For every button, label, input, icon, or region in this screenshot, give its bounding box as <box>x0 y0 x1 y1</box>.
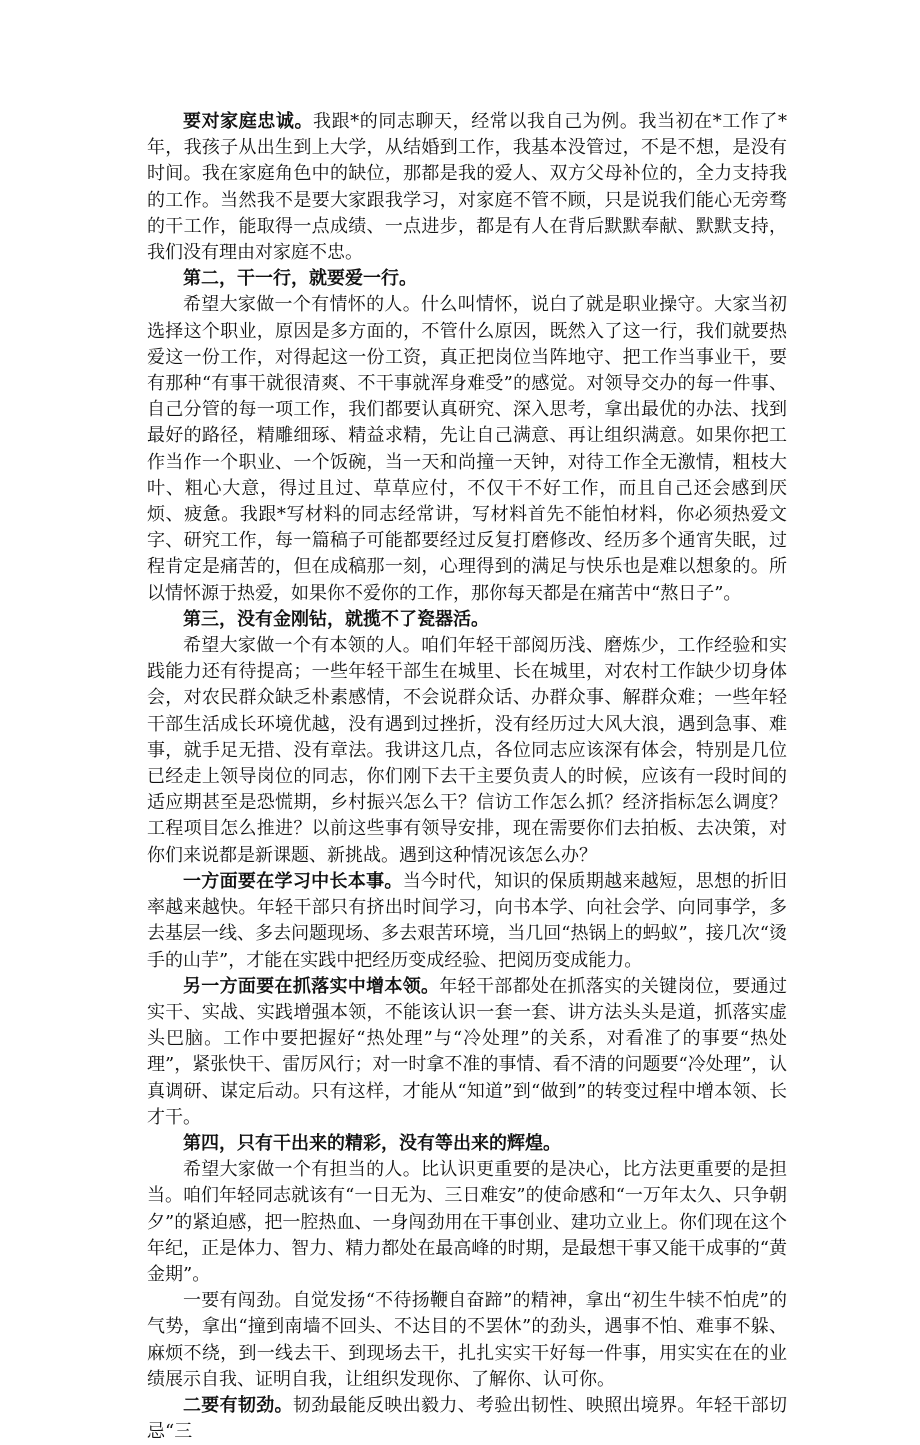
paragraph-text: 当今时代，知识的保质期越来越短，思想的折旧率越来越快。年轻干部只有挤出时间学习，向书本学、向社会学、向同事学，多去基层一线、多去问题现场、多去艰苦环境，当几回“热锅上的蚂蚁”，接几次“烫手的山芋”，才能在实践中把经历变成经验、把阅历变成能力。 <box>147 870 787 971</box>
paragraph-learning <box>147 869 787 974</box>
paragraph-text: 韧劲最能反映出毅力、考验出韧性、映照出境界。年轻干部切忌“三 <box>147 1394 787 1443</box>
paragraph-lead: 要对家庭忠诚。 <box>183 111 314 132</box>
paragraph-responsibility: 希望大家做一个有担当的人。比认识更重要的是决心，比方法更重要的是担当。咱们年轻同志就该有“一日无为、三日难安”的使命感和“一万年太久、只争朝夕”的紧迫感，把一腔热血、一身闯劲用在干事创业、建功立业上。你们现在这个年纪，正是体力、智力、精力都处在最高峰的时期，是最想干事又能干成事的“黄金期”。 <box>147 1159 787 1285</box>
paragraph-family-loyalty <box>147 109 787 266</box>
section-heading-3: 第三，没有金刚钻，就揽不了瓷器活。 <box>183 608 489 630</box>
paragraph-text: 年轻干部都处在抓落实的关键岗位，要通过实干、实战、实践增强本领，不能该认识一套一套、讲方法头头是道，抓落实虚头巴脑。工作中要把握好“热处理”与“冷处理”的关系，对看准了的事要“热处理”，紧张快干、雷厉风行；对一时拿不准的事情、看不清的问题要“冷处理”，认真调研、谋定后动。只有这样，才能从“知道”到“做到”的转变过程中增本领、长才干。 <box>147 975 787 1128</box>
paragraph-ability: 希望大家做一个有本领的人。咱们年轻干部阅历浅、磨炼少，工作经验和实践能力还有待提高；一些年轻干部生在城里、长在城里，对农村工作缺少切身体会，对农民群众缺乏朴素感情，不会说群众话、办群众事、解群众难；一些年轻干部生活成长环境优越，没有遇到过挫折，没有经历过大风大浪，遇到急事、难事，就手足无措、没有章法。我讲这几点，各位同志应该深有体会，特别是几位已经走上领导岗位的同志，你们刚下去干主要负责人的时候，应该有一段时间的适应期甚至是恐慌期，乡村振兴怎么干？信访工作怎么抓？经济指标怎么调度？工程项目怎么推进？以前这些事有领导安排，现在需要你们去拍板、去决策，对你们来说都是新课题、新挑战。遇到这种情况该怎么办？ <box>147 635 787 866</box>
paragraph-text: 我跟*的同志聊天，经常以我自己为例。我当初在*工作了*年，我孩子从出生到上大学，从结婚到工作，我基本没管过，不是不想，是没有时间。我在家庭角色中的缺位，那都是我的爱人、双方父母补位的，全力支持我的工作。当然我不是要大家跟我学习，对家庭不管不顾，只是说我们能心无旁骛的干工作，能取得一点成绩、一点进步，都是有人在背后默默奉献、默默支持，我们没有理由对家庭不忠。 <box>147 111 787 264</box>
paragraph-lead: 一方面要在学习中长本事。 <box>183 870 403 892</box>
section-heading-4: 第四，只有干出来的精彩，没有等出来的辉煌。 <box>183 1132 561 1154</box>
paragraph-lead: 另一方面要在抓落实中增本领。 <box>183 975 440 997</box>
paragraph-passion: 希望大家做一个有情怀的人。什么叫情怀，说白了就是职业操守。大家当初选择这个职业，原因是多方面的，不管什么原因，既然入了这一行，我们就要热爱这一份工作，对得起这一份工资，真正把岗位当阵地守、把工作当事业干，要有那种“有事干就很清爽、不干事就浑身难受”的感觉。对领导交办的每一件事、自己分管的每一项工作，我们都要认真研究、深入思考，拿出最优的办法、找到最好的路径，精雕细琢、精益求精，先让自己满意、再让组织满意。如果你把工作当作一个职业、一个饭碗，当一天和尚撞一天钟，对待工作全无激情，粗枝大叶、粗心大意，得过且过、草草应付，不仅干不好工作，而且自己还会感到厌烦、疲惫。我跟*写材料的同志经常讲，写材料首先不能怕材料，你必须热爱文字、研究工作，每一篇稿子可能都要经过反复打磨修改、经历多个通宵失眠，过程肯定是痛苦的，但在成稿那一刻，心理得到的满足与快乐也是难以想象的。所以情怀源于热爱，如果你不爱你的工作，那你每天都是在痛苦中“熬日子”。 <box>147 294 787 604</box>
section-heading-2: 第二，干一行，就要爱一行。 <box>183 268 417 290</box>
document-page <box>147 109 787 1445</box>
paragraph-tenacity <box>147 1393 787 1445</box>
paragraph-drive: 一要有闯劲。自觉发扬“不待扬鞭自奋蹄”的精神，拿出“初生牛犊不怕虎”的气势，拿出“撞到南墙不回头、不达目的不罢休”的劲头，遇事不怕、难事不躲、麻烦不绕，到一线去干、到现场去干，扎扎实实干好每一件事，用实实在在的业绩展示自我、证明自我，让组织发现你、了解你、认可你。 <box>147 1290 787 1390</box>
paragraph-implementation <box>147 974 787 1131</box>
paragraph-lead: 二要有韧劲。 <box>183 1394 293 1416</box>
